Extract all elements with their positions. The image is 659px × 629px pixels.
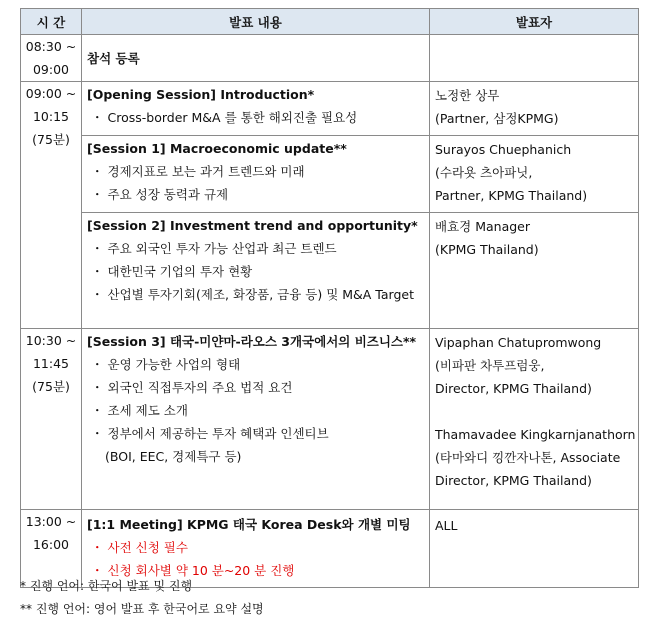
presenter-session-2 [430, 213, 638, 328]
footnote: ** 진행 언어: 영어 발표 후 한국어로 요약 설명 [20, 602, 264, 616]
header-time: 시 간 [21, 9, 82, 35]
presenter-cell [430, 35, 639, 82]
time-duration: (75분) [32, 379, 70, 394]
list-item [87, 237, 424, 260]
time-cell [21, 35, 82, 82]
bullet-icon: ・ [91, 264, 104, 279]
bullet-icon: ・ [91, 563, 104, 578]
table-row [21, 82, 639, 329]
table-row [21, 329, 639, 510]
time-end: 11:45 [32, 356, 70, 371]
presenter-title: Director, KPMG Thailand) [435, 473, 592, 488]
time-end: 16:00 [32, 537, 70, 552]
session-1 [82, 136, 429, 213]
bullet-icon: ・ [91, 187, 104, 202]
time-end: 09:00 [32, 62, 70, 77]
session-title: [1:1 Meeting] KPMG 태국 Korea Desk와 개별 미팅 [87, 517, 411, 532]
list-item [87, 260, 424, 283]
session-title: [Session 1] Macroeconomic update** [87, 141, 347, 156]
bullet-text: 대한민국 기업의 투자 현황 [107, 264, 253, 279]
presenter-cell [430, 329, 639, 510]
bullet-icon: ・ [91, 426, 104, 441]
bullet-text: Cross-border M&A 를 통한 해외진출 필요성 [107, 110, 358, 125]
time-start: 09:00 ~ [25, 86, 77, 101]
session-title: [Session 2] Investment trend and opportunity* [87, 218, 418, 233]
presenter-cell [430, 82, 639, 329]
bullet-icon: ・ [91, 287, 104, 302]
table-row [21, 35, 639, 82]
time-start: 10:30 ~ [25, 333, 77, 348]
presenter-title: (수라욧 츠아파닛, [435, 165, 533, 180]
list-item [87, 376, 424, 399]
header-content: 발표 내용 [82, 9, 430, 35]
bullet-text: 경제지표로 보는 과거 트렌드와 미래 [107, 164, 305, 179]
time-cell [21, 329, 82, 510]
presenter-name: Thamavadee Kingkarnjanathorn [435, 427, 636, 442]
header-presenter: 발표자 [430, 9, 639, 35]
time-duration: (75분) [32, 132, 70, 147]
agenda-table [20, 8, 639, 588]
list-item [87, 160, 424, 183]
list-item [87, 283, 424, 306]
presenter-name: 배효경 Manager [435, 219, 530, 234]
bullet-continuation: (BOI, EEC, 경제특구 등) [105, 449, 242, 464]
bullet-text: 정부에서 제공하는 투자 혜택과 인센티브 [107, 426, 329, 441]
presenter-title: Partner, KPMG Thailand) [435, 188, 588, 203]
bullet-icon: ・ [91, 380, 104, 395]
bullet-text: 산업별 투자기회(제조, 화장품, 금융 등) 및 M&A Target [107, 287, 414, 302]
list-item [87, 422, 424, 445]
presenter-title: (KPMG Thailand) [435, 242, 539, 257]
bullet-icon: ・ [91, 357, 104, 372]
time-start: 13:00 ~ [25, 514, 77, 529]
time-start: 08:30 ~ [25, 39, 77, 54]
session-title: [Session 3] 태국-미얀마-라오스 3개국에서의 비즈니스** [87, 334, 417, 349]
bullet-icon: ・ [91, 110, 104, 125]
content-cell [82, 82, 430, 329]
presenter-title: Director, KPMG Thailand) [435, 381, 592, 396]
bullet-icon: ・ [91, 403, 104, 418]
bullet-text: 주요 성장 동력과 규제 [107, 187, 229, 202]
presenter-meeting [430, 510, 638, 587]
spacer [435, 400, 633, 423]
time-cell [21, 82, 82, 329]
content-cell [82, 35, 430, 82]
registration-label: 참석 등록 [87, 51, 140, 66]
list-item [87, 106, 424, 129]
presenter-title: (비파판 차투프럼웅, [435, 358, 545, 373]
session-title: [Opening Session] Introduction* [87, 87, 315, 102]
presenter-title: (타마와디 낑깐자나톤, Associate [435, 450, 621, 465]
footnotes [20, 575, 264, 621]
list-item [87, 353, 424, 376]
bullet-icon: ・ [91, 241, 104, 256]
presenter-name: 노정한 상무 [435, 88, 500, 103]
presenter-name: Vipaphan Chatupromwong [435, 335, 602, 350]
presenter-name: Surayos Chuephanich [435, 142, 572, 157]
bullet-text: 주요 외국인 투자 가능 산업과 최근 트렌드 [107, 241, 337, 256]
time-end: 10:15 [32, 109, 70, 124]
bullet-icon: ・ [91, 540, 104, 555]
bullet-text: 신청 회사별 약 10 분~20 분 진행 [107, 563, 295, 578]
list-item [87, 183, 424, 206]
presenter-title: (Partner, 삼정KPMG) [435, 111, 559, 126]
presenter-name: ALL [435, 518, 458, 533]
bullet-text: 조세 제도 소개 [107, 403, 188, 418]
footnote: * 진행 언어: 한국어 발표 및 진행 [20, 579, 193, 593]
presenter-cell [430, 510, 639, 588]
list-item [87, 536, 424, 559]
presenter-opening [430, 82, 638, 136]
content-cell [82, 329, 430, 510]
bullet-icon: ・ [91, 164, 104, 179]
header-row [21, 9, 639, 35]
session-opening [82, 82, 429, 136]
bullet-text: 운영 가능한 사업의 형태 [107, 357, 241, 372]
bullet-text: 외국인 직접투자의 주요 법적 요건 [107, 380, 293, 395]
list-item [87, 399, 424, 422]
bullet-text: 사전 신청 필수 [107, 540, 188, 555]
presenter-session-3 [430, 329, 638, 509]
presenter-session-1 [430, 136, 638, 213]
session-3 [82, 329, 429, 509]
session-2 [82, 213, 429, 328]
